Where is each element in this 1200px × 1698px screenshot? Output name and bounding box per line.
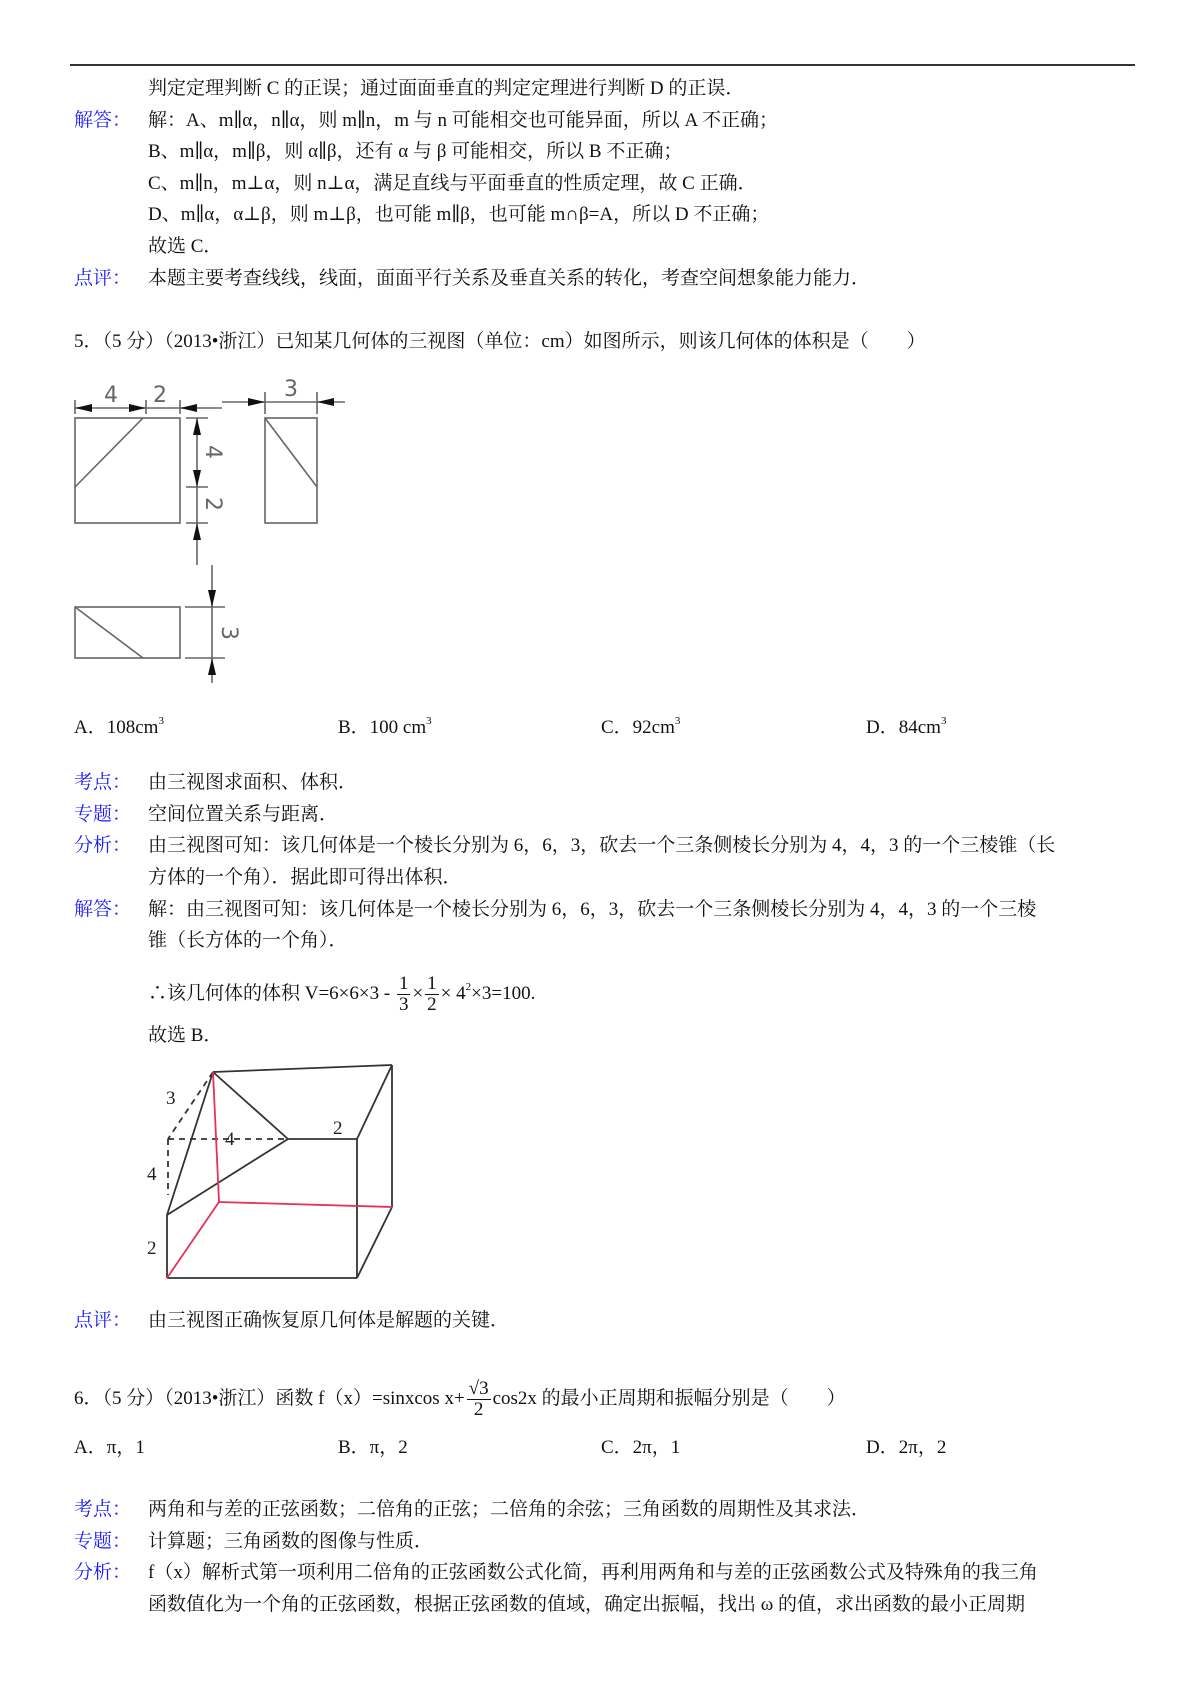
choose-b: 故选 B． [148, 1025, 223, 1046]
power-base: 4 [456, 983, 466, 1004]
edge-label: 4 [225, 1129, 235, 1150]
kaodian-text: 由三视图求面积、体积． [148, 772, 358, 793]
denominator: 2 [473, 1399, 484, 1421]
fenxi-line: 函数值化为一个角的正弦函数，根据正弦函数的值域，确定出振幅，找出 ω 的值，求出函数的最小正周期 [148, 1594, 1026, 1615]
q6-option-d[interactable]: D．2π，2 [866, 1437, 947, 1458]
fenxi-line: f（x）解析式第一项利用二倍角的正弦函数公式化简，再利用两角和与差的正弦函数公式及特殊角的我三角 [148, 1562, 1038, 1583]
option-sup: 3 [426, 715, 432, 727]
formula-suffix: ×3=100. [471, 983, 536, 1004]
q5-option-a[interactable] [74, 709, 164, 740]
stem-part: cos2x 的最小正周期和振幅分别是（ ） [492, 1388, 846, 1409]
fenxi-label: 分析： [74, 835, 132, 856]
denominator: 2 [427, 994, 437, 1016]
times-sign: × [412, 983, 424, 1004]
stem-part: 6．（5 分）（2013•浙江）函数 f（x）=sinxcos x+ [74, 1388, 465, 1409]
numerator: 1 [427, 973, 437, 995]
kaodian-label: 考点： [74, 1499, 132, 1520]
answer-line: D、m∥α，α⊥β，则 m⊥β，也可能 m∥β，也可能 m∩β=A，所以 D 不正确； [148, 204, 770, 225]
jieda-line: 锥（长方体的一个角）． [148, 930, 348, 951]
comment-label: 点评： [74, 1310, 132, 1331]
dim-label: 2 [153, 383, 167, 408]
q6-stem [74, 1374, 846, 1424]
denominator: 3 [398, 994, 409, 1016]
fenxi-line: 由三视图可知：该几何体是一个棱长分别为 6，6，3，砍去一个三条侧棱长分别为 4，4，3 的一个三棱锥（长 [148, 835, 1056, 856]
dim-label: 4 [200, 445, 225, 459]
q6-option-c[interactable]: C．2π，1 [601, 1437, 681, 1458]
comment-text: 由三视图正确恢复原几何体是解题的关键． [148, 1310, 510, 1331]
answer-line: 故选 C． [148, 236, 223, 257]
option-text: A．108cm [74, 717, 159, 738]
dim-label: 3 [284, 377, 298, 402]
times-sign: × [440, 983, 452, 1004]
jieda-label: 解答： [74, 899, 132, 920]
fenxi-label: 分析： [74, 1562, 132, 1583]
option-sup: 3 [158, 715, 164, 727]
analysis-continuation: 判定定理判断 C 的正误；通过面面垂直的判定定理进行判断 D 的正误． [148, 78, 745, 99]
q5-stem: 5．（5 分）（2013•浙江）已知某几何体的三视图（单位：cm）如图所示，则该几何体的体积是（ ） [74, 331, 926, 352]
fraction-one-third [397, 974, 411, 1015]
edge-label: 4 [147, 1164, 157, 1185]
zhuanti-text: 计算题；三角函数的图像与性质． [148, 1531, 434, 1552]
q6-option-a[interactable]: A．π，1 [74, 1437, 145, 1458]
volume-formula [148, 962, 535, 1019]
answer-label: 解答： [74, 110, 132, 131]
kaodian-label: 考点： [74, 772, 132, 793]
zhuanti-label: 专题： [74, 1531, 132, 1552]
header-rule [70, 64, 1135, 66]
option-text: B．100 cm [338, 717, 427, 738]
option-text: D．84cm [866, 717, 941, 738]
top-view [75, 607, 180, 658]
fenxi-line: 方体的一个角）．据此即可得出体积． [148, 867, 462, 888]
numerator: 1 [398, 973, 409, 995]
answer-line: C、m∥n，m⊥α，则 n⊥α，满足直线与平面垂直的性质定理，故 C 正确． [148, 173, 757, 194]
fraction-sqrt3-over-2 [467, 1379, 491, 1420]
fraction-one-half [425, 974, 439, 1015]
side-view [265, 418, 317, 523]
q5-option-d[interactable] [866, 709, 946, 740]
answer-line: 解：A、m∥α，n∥α，则 m∥n，m 与 n 可能相交也可能异面，所以 A 不正确； [148, 110, 778, 131]
numerator: √3 [468, 1378, 489, 1400]
comment-text: 本题主要考查线线，线面，面面平行关系及垂直关系的转化，考查空间想象能力能力． [148, 268, 871, 289]
comment-label: 点评： [74, 268, 132, 289]
q5-option-b[interactable] [338, 709, 432, 740]
dim-label: 4 [104, 383, 118, 408]
formula-prefix: ∴该几何体的体积 V=6×6×3 - [148, 983, 391, 1004]
q6-option-b[interactable]: B．π，2 [338, 1437, 408, 1458]
dim-label: 3 [216, 626, 241, 640]
option-sup: 3 [674, 715, 681, 727]
q5-option-c[interactable] [601, 709, 680, 740]
edge-label: 2 [333, 1118, 343, 1139]
zhuanti-label: 专题： [74, 804, 132, 825]
edge-label: 3 [166, 1088, 176, 1109]
kaodian-text: 两角和与差的正弦函数；二倍角的正弦；二倍角的余弦；三角函数的周期性及其求法． [148, 1499, 871, 1520]
edge-label: 2 [147, 1238, 157, 1259]
option-sup: 3 [940, 715, 947, 727]
dim-label: 2 [200, 497, 225, 511]
zhuanti-text: 空间位置关系与距离． [148, 804, 339, 825]
power-exponent: 2 [465, 981, 472, 993]
jieda-line: 解：由三视图可知：该几何体是一个棱长分别为 6，6，3，砍去一个三条侧棱长分别为 4，4，3 的一个三棱 [148, 899, 1037, 920]
option-text: C．92cm [601, 717, 675, 738]
answer-line: B、m∥α，m∥β，则 α∥β，还有 α 与 β 可能相交，所以 B 不正确； [148, 141, 683, 162]
